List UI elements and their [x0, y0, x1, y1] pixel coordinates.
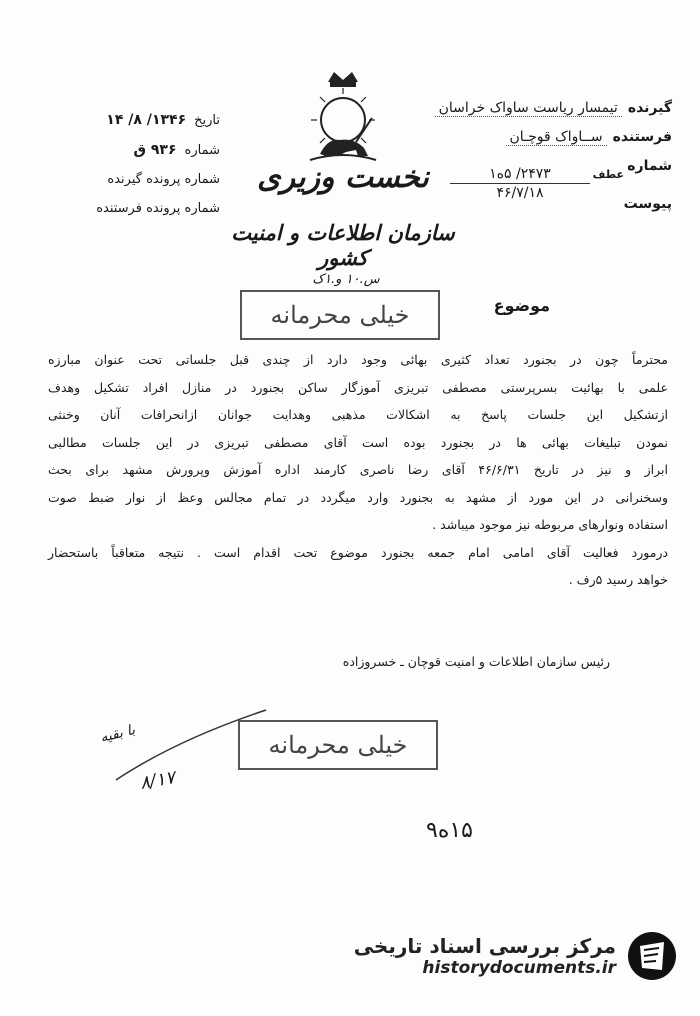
archive-logo-icon — [626, 930, 678, 982]
handwritten-number: ۸/۱۷ — [138, 767, 177, 794]
handwritten-stroke-icon — [96, 690, 276, 800]
body-line: ازتشکیل این جلسات پاسخ به اشکالات مذهبی وهدایت جوانان ازانحرافات آنان وخنثی — [48, 407, 668, 422]
title-main: نخست وزیری — [257, 160, 429, 195]
watermark — [354, 930, 678, 982]
title-organization: سازمان اطلاعات و امنیت کشور — [231, 220, 455, 270]
ref-date: ۴۶/۷/۱۸ — [496, 185, 544, 201]
body-line: خواهد رسید ۵رف . — [568, 572, 668, 587]
recipient-file-label: شماره پرونده گیرنده — [107, 172, 220, 187]
sender-file-label: شماره پرونده فرستنده — [96, 201, 220, 216]
recipient-file-row — [40, 172, 220, 187]
ref-number: ۲۴۷۳/ ۵ه۱ — [450, 166, 590, 184]
confidential-stamp-bottom: خیلی محرمانه — [238, 720, 438, 770]
header-left — [40, 112, 220, 230]
watermark-url: historydocuments.ir — [422, 958, 616, 978]
sender-label: فرستنده — [612, 129, 672, 145]
sender-file-row — [40, 201, 220, 216]
watermark-title: مرکز بررسی اسناد تاریخی — [353, 934, 616, 958]
body-line: وسخنرانی در این مورد از مشهد به بجنورد وارد میگردد در تمام مجالس وعظ از نوار ضبط صوت — [48, 489, 668, 505]
body-line: علمی با بهائیت بسرپرستی مصطفی تبریزی آموزگار ساکن بجنورد در منازل افراد تشکیل وهدف — [48, 379, 668, 395]
recipient-value: تیمسار ریاست ساواک خراسان — [435, 100, 622, 117]
body-line: استفاده ونوارهای مربوطه نیز موجود میباشد . — [432, 517, 668, 532]
page-number: ۱۵ه۹ — [426, 818, 473, 843]
ref-label: عطف — [592, 168, 624, 181]
recipient-row — [382, 100, 672, 117]
body-line: ابراز و نیز در تاریخ ۴۶/۶/۳۱ آقای رضا ناصری کارمند اداره آموزش وپرورش مشهد برای بحث — [48, 462, 668, 477]
body-line: درمورد فعالیت آقای امامی امام جمعه بجنورد موضوع تحت اقدام است . نتیجه متعاقباً باستحضار — [48, 544, 668, 560]
reference-block — [450, 166, 590, 201]
classification-mark: س.۱۰ و.۱ک — [312, 272, 380, 287]
date-label: تاریخ — [194, 113, 220, 128]
subject-label: موضوع — [493, 296, 550, 315]
handwritten-note: با بقیه — [98, 721, 137, 747]
date-row — [40, 112, 220, 128]
lion-and-sun-emblem-icon — [298, 68, 388, 168]
number-label: شماره — [627, 158, 672, 174]
letter-number-value: ۹۳۶ ق — [133, 142, 177, 158]
recipient-label: گیرنده — [627, 100, 672, 116]
letter-number-label: شماره — [184, 143, 220, 158]
sender-row — [382, 129, 672, 146]
date-value: ۱۳۴۶/ ۸/ ۱۴ — [106, 112, 187, 128]
body-line: محترماً چون در بجنورد تعداد کثیری بهائی وجود دارد از چندی قبل جلساتی تحت عنوان مبارزه — [48, 352, 668, 367]
letter-body — [48, 346, 668, 594]
body-line: نمودن تبلیغات بهائی ها در بجنورد بوده است آقای مصطفی تبریزی در این جلسات مطالبی — [48, 434, 668, 450]
letter-number-row — [40, 142, 220, 158]
signature-line: رئیس سازمان اطلاعات و امنیت قوچان ـ خسروزاده — [342, 654, 610, 669]
confidential-stamp-top: خیلی محرمانه — [240, 290, 440, 340]
sender-value: ســاواک قوچـان — [506, 129, 607, 146]
attachment-label: پیوست — [623, 196, 672, 212]
